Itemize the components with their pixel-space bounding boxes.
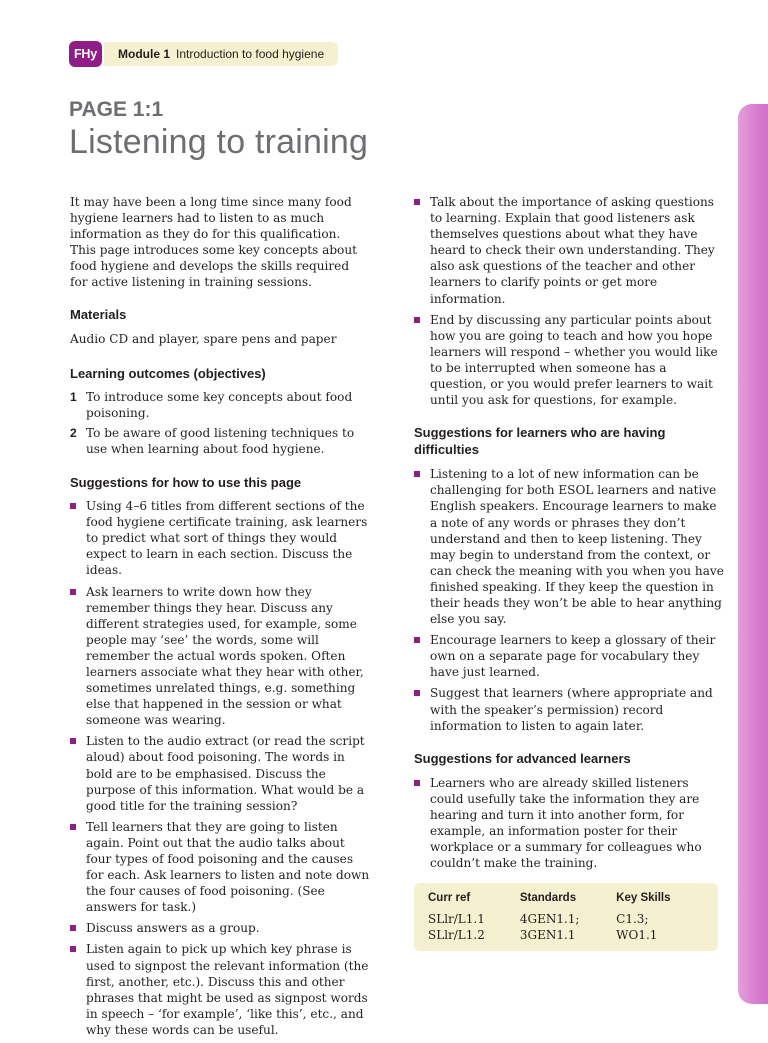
- bullet-square-icon: [70, 925, 76, 931]
- advanced-list: [414, 775, 724, 872]
- list-item: [70, 819, 370, 916]
- item-text: Discuss answers as a group.: [86, 921, 260, 936]
- bullet-square-icon: [70, 503, 76, 509]
- list-item: [70, 498, 370, 578]
- list-item: [414, 312, 724, 409]
- page-label: PAGE 1:1: [69, 98, 164, 121]
- table-cell: 4GEN1.1;: [519, 912, 580, 927]
- list-item: [414, 466, 724, 627]
- item-text: Encourage learners to keep a glossary of their own on a separate page for vocabulary they have just learned.: [430, 633, 716, 680]
- bullet-square-icon: [414, 780, 420, 786]
- materials-heading: Materials: [70, 306, 127, 322]
- curriculum-reference-box: [414, 883, 718, 951]
- table-cell: WO1.1: [616, 928, 658, 943]
- item-text: Listen to the audio extract (or read the script aloud) about food poisoning. The words in bold are to be emphasised. Discuss the purpose of this information. What would be a good title for the training session?: [86, 734, 365, 813]
- bullet-square-icon: [414, 637, 420, 643]
- column-header: Key Skills: [616, 892, 671, 905]
- column-header: Curr ref: [428, 892, 471, 905]
- module-header: [104, 42, 338, 66]
- bullet-square-icon: [70, 824, 76, 830]
- item-text: Ask learners to write down how they remember things they hear. Discuss any different strategies used, for example, some people may ‘see’ the words, some will remember the actual words spoken. Often learners associate what they hear with other, sometimes unrelated things, e.g. something else that happened in the session or what someone was wearing.: [86, 584, 364, 728]
- item-text: Listening to a lot of new information can be challenging for both ESOL learners and native English speakers. Encourage learners to make a note of any words or phrases they don’t understand and then to keep listening. They may begin to understand from the context, or can check the meaning with you when you have finished speaking. If they keep the question in their heads they won’t be able to hear anything else you say.: [430, 467, 724, 627]
- table-row: [428, 927, 704, 943]
- item-text: To be aware of good listening techniques to use when learning about food hygiene.: [86, 425, 355, 456]
- materials-text: Audio CD and player, spare pens and paper: [70, 331, 337, 346]
- table-cell: C1.3;: [616, 912, 649, 927]
- item-number: 2: [70, 425, 77, 440]
- item-text: To introduce some key concepts about food poisoning.: [86, 389, 353, 420]
- how-to-use-list: [70, 498, 370, 1038]
- page-title: Listening to training: [69, 123, 369, 161]
- intro-paragraph: It may have been a long time since many food hygiene learners had to listen to as much information as they do for this qualification. This page introduces some key concepts about food hygiene and develops the skills required for active listening in training sessions.: [70, 195, 357, 290]
- item-text: Listen again to pick up which key phrase is used to signpost the relevant information (the first, another, etc.). Discuss this and other phrases that might be used as signpost words in speech – ‘for example’, ‘like this’, etc., and why these words can be useful.: [86, 942, 369, 1037]
- right-top-list: [414, 194, 724, 408]
- list-item: [70, 389, 370, 421]
- left-column: [70, 194, 370, 1043]
- bullet-square-icon: [70, 589, 76, 595]
- table-cell: SLlr/L1.2: [428, 928, 485, 943]
- table-header-row: [428, 890, 704, 911]
- item-text: Using 4–6 titles from different sections of the food hygiene certificate training, ask learners to predict what sort of things they would expect to learn in each section. Discuss the ideas.: [86, 499, 368, 578]
- outcomes-list: [70, 389, 370, 457]
- item-text: Learners who are already skilled listeners could usefully take the information they are hearing and turn it into another form, for example, an information poster for their workplace or a summary for colleagues who couldn’t make the training.: [430, 775, 702, 871]
- module-label: Module 1: [118, 47, 171, 61]
- item-text: Suggest that learners (where appropriate and with the speaker’s permission) record information to listen to again later.: [430, 686, 713, 733]
- table-row: [428, 911, 704, 927]
- item-number: 1: [70, 389, 77, 404]
- fhy-logo: FHy: [69, 41, 102, 67]
- item-text: Tell learners that they are going to listen again. Point out that the audio talks about four types of food poisoning and the causes for each. Ask learners to listen and note down the four causes of food poisoning. (See answers for task.): [86, 819, 370, 915]
- bullet-square-icon: [414, 199, 420, 205]
- list-item: [414, 775, 724, 872]
- outcomes-heading: Learning outcomes (objectives): [70, 365, 266, 381]
- how-to-use-heading: Suggestions for how to use this page: [70, 475, 302, 491]
- module-title: Introduction to food hygiene: [176, 47, 325, 61]
- right-column: [414, 194, 724, 951]
- bullet-square-icon: [414, 471, 420, 477]
- item-text: End by discussing any particular points about how you are going to teach and how you hope learners will respond – whether you would like to be interrupted when someone has a question, or you would prefer learners to wait until you ask for questions, for example.: [430, 312, 718, 408]
- difficulties-list: [414, 466, 724, 734]
- side-tab-decoration: [738, 104, 768, 1004]
- bullet-square-icon: [70, 946, 76, 952]
- item-text: Talk about the importance of asking questions to learning. Explain that good listeners ask themselves questions about what they have heard to check their own understanding. They also ask questions of the teacher and other learners to clarify points or get more information.: [430, 195, 715, 306]
- curriculum-reference-table: [428, 890, 704, 943]
- list-item: [70, 425, 370, 457]
- list-item: [70, 584, 370, 729]
- list-item: [414, 685, 724, 733]
- advanced-heading: Suggestions for advanced learners: [414, 750, 631, 766]
- table-cell: 3GEN1.1: [519, 928, 576, 943]
- list-item: [70, 920, 370, 936]
- list-item: [70, 733, 370, 813]
- list-item: [414, 632, 724, 680]
- bullet-square-icon: [70, 738, 76, 744]
- list-item: [414, 194, 724, 307]
- bullet-square-icon: [414, 690, 420, 696]
- bullet-square-icon: [414, 317, 420, 323]
- difficulties-heading: Suggestions for learners who are having difficulties: [414, 425, 666, 458]
- column-header: Standards: [519, 892, 577, 905]
- table-cell: SLlr/L1.1: [428, 912, 485, 927]
